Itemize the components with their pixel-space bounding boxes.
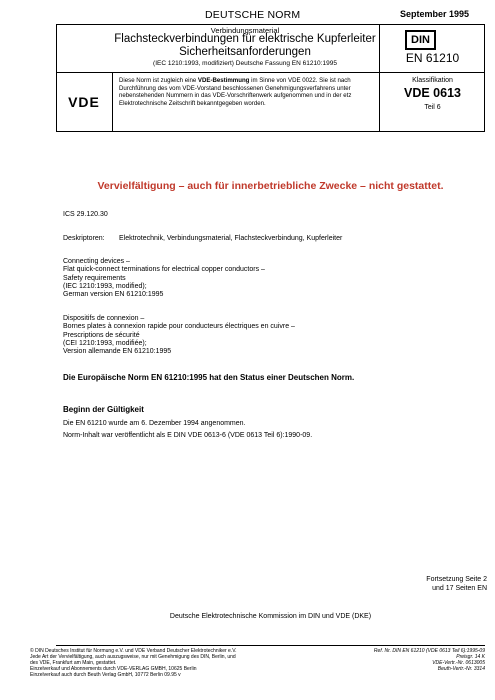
french-title-line: Version allemande EN 61210:1995 [63,348,172,356]
reference-footer [345,648,485,672]
french-title-line: Prescriptions de sécurité [63,331,140,339]
standard-title [112,33,378,58]
english-title-line: Connecting devices – [63,258,130,265]
english-title-line: (IEC 1210:1993, modified); [63,282,147,290]
title-block-divider [56,72,485,73]
copy-warning: Vervielfältigung – auch für innerbetriebliche Zwecke – nicht gestattet. [97,180,444,192]
descriptors-value: Elektrotechnik, Verbindungsmaterial, Flachsteckverbindung, Kupferleiter [119,235,343,242]
footer-divider [56,645,485,646]
standard-number: EN 61210 [405,51,460,65]
title-block-divider [112,72,113,132]
title-line: Flachsteckverbindungen für elektrische Kupferleiter [114,33,376,45]
english-title-line: German version EN 61210:1995 [63,291,164,299]
french-title-line: Dispositifs de connexion – [63,315,145,322]
copyright-footer [30,648,350,678]
validity-text: Die EN 61210 wurde am 6. Dezember 1994 angenommen. [63,420,246,427]
reference-line: Ref. Nr. DIN EN 61210 (VDE 0613 Teil 6):1995-09 [373,648,485,654]
reference-line: Preisgr. 14 K [456,654,485,660]
english-title-line: Safety requirements [63,274,126,282]
vde-statement [119,77,374,107]
commission-name: Deutsche Elektrotechnische Kommission im DIN und VDE (DKE) [169,613,372,620]
copyright-line: des VDE, Frankfurt am Main, gestattet. [30,660,117,666]
continuation-line: Fortsetzung Seite 2 [426,576,487,583]
validity-text: Norm-Inhalt war veröffentlicht als E DIN VDE 0613-6 (VDE 0613 Teil 6):1990-09. [63,432,313,439]
reference-line: Beuth-Vertr.-Nr. 3314 [437,666,485,672]
french-title-line: (CEI 1210:1993, modifiée); [63,339,147,347]
vde-statement-text: Diese Norm ist zugleich eine [119,77,198,84]
french-title-block [63,315,383,356]
vde-statement-emphasis: VDE-Bestimmung [197,77,250,84]
copyright-line: © DIN Deutsches Institut für Normung e.V. und VDE Verband Deutscher Elektrotechniker e.V. [30,648,237,654]
validity-heading: Beginn der Gültigkeit [63,405,144,414]
copyright-line: Einzelverkauf und Abonnements durch VDE-VERLAG GMBH, 10625 Berlin [30,666,197,672]
reference-line: VDE-Vertr.-Nr. 0613005 [432,660,485,666]
din-logo: DIN [405,30,436,50]
standard-subtitle: (IEC 1210:1993, modifiziert) Deutsche Fassung EN 61210:1995 [153,60,337,67]
descriptors-label: Deskriptoren: [63,235,105,242]
classification-number: VDE 0613 [404,86,461,100]
copyright-line: Einzelverkauf auch durch Beuth Verlag GmbH, 10772 Berlin 09.95 v [30,672,181,678]
classification-label: Klassifikation [412,77,453,84]
title-line: Sicherheitsanforderungen [179,45,311,58]
copyright-line: Jede Art der Vervielfältigung, auch auszugsweise, nur mit Genehmigung des DIN, Berlin, und [30,654,236,660]
standard-topic: Verbindungsmaterial [210,26,280,35]
descriptors [63,235,343,243]
classification-part: Teil 6 [424,104,441,111]
french-title-line: Bornes plates à connexion rapide pour conducteurs électriques en cuivre – [63,323,295,331]
continuation-note [397,576,487,593]
status-statement: Die Europäische Norm EN 61210:1995 hat den Status einer Deutschen Norm. [63,373,355,382]
english-title-line: Flat quick-connect terminations for electrical copper conductors – [63,266,265,274]
vde-statement-text: im Sinne von VDE 0022. Sie ist nach Durchführung des vom VDE-Vorstand beschlossenen Genehmigungsverfahrens unter nebenstehenden Nummern in das VDE-Vorschriftenwerk aufgenommen und in der etz Elektrotechnische Zeitschrift bekanntgegeben worden. [119,77,352,107]
ics-code: ICS 29.120.30 [63,211,108,218]
publication-date: September 1995 [399,9,469,19]
document-type-title: DEUTSCHE NORM [205,9,301,21]
continuation-line: und 17 Seiten EN [432,584,487,592]
english-title-block [63,258,363,299]
vde-logo: VDE [68,94,100,110]
